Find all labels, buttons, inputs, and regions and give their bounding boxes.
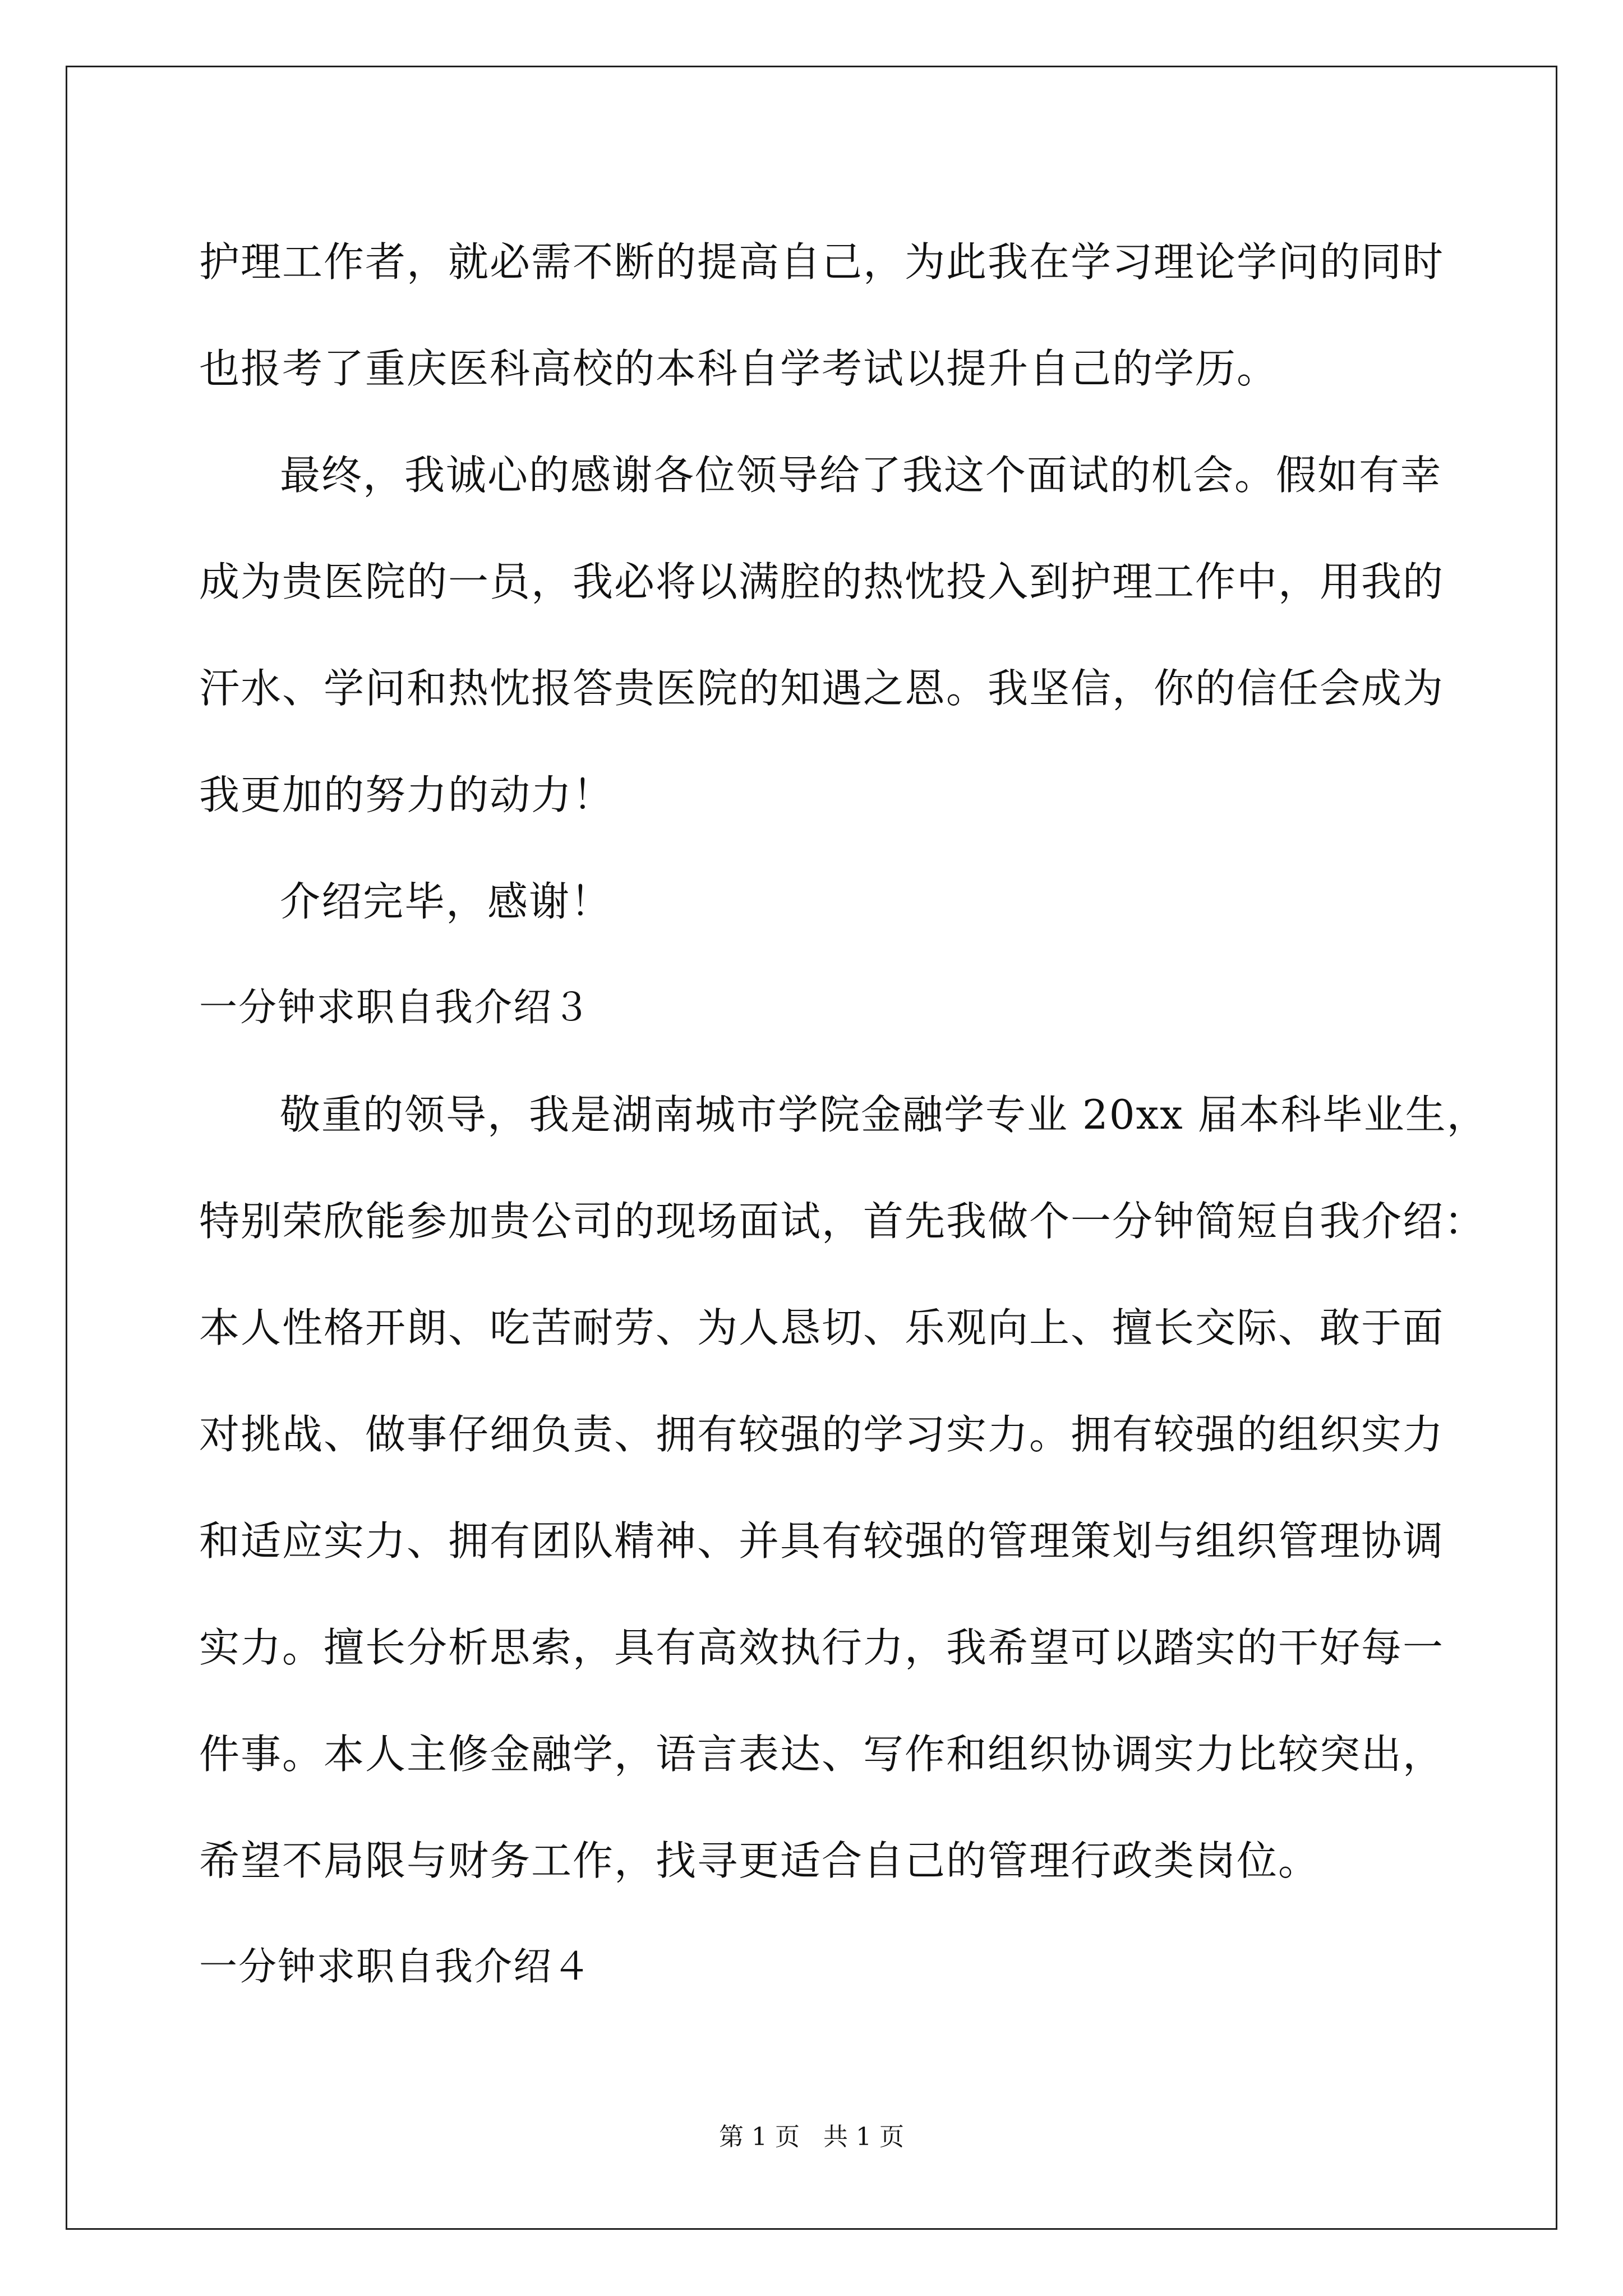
body-line: 件事。本人主修金融学，语言表达、写作和组织协调实力比较突出， (199, 1731, 1445, 1778)
body-line: 希望不局限与财务工作，找寻更适合自己的管理行政类岗位。 (199, 1837, 1320, 1884)
body-line: 介绍完毕，感谢！ (280, 878, 612, 925)
body-line: 特别荣欣能参加贵公司的现场面试，首先我做个一分钟简短自我介绍： (199, 1198, 1486, 1245)
body-line: 敬重的领导，我是湖南城市学院金融学专业 20xx 届本科毕业生， (280, 1091, 1488, 1138)
body-line: 我更加的努力的动力！ (199, 771, 615, 818)
body-line: 实力。擅长分析思索，具有高效执行力，我希望可以踏实的干好每一 (199, 1624, 1445, 1671)
body-line: 对挑战、做事仔细负责、拥有较强的学习实力。拥有较强的组织实力 (199, 1411, 1445, 1458)
body-line: 成为贵医院的一员，我必将以满腔的热忱投入到护理工作中，用我的 (199, 558, 1445, 605)
body-line: 汗水、学问和热忱报答贵医院的知遇之恩。我坚信，你的信任会成为 (199, 665, 1445, 712)
section-heading: 一分钟求职自我介绍４ (199, 1945, 592, 1989)
document-body (199, 209, 1488, 2021)
body-line: 护理工作者，就必需不断的提高自己，为此我在学习理论学问的同时 (199, 238, 1445, 286)
page-footer: 第 1 页 共 1 页 (719, 2123, 904, 2151)
body-line: 本人性格开朗、吃苦耐劳、为人恳切、乐观向上、擅长交际、敢于面 (199, 1304, 1445, 1351)
body-line: 最终，我诚心的感谢各位领导给了我这个面试的机会。假如有幸 (280, 452, 1442, 499)
section-heading: 一分钟求职自我介绍３ (199, 986, 592, 1030)
body-line: 和适应实力、拥有团队精神、并具有较强的管理策划与组织管理协调 (199, 1517, 1445, 1565)
body-line: 也报考了重庆医科高校的本科自学考试以提升自己的学历。 (199, 345, 1279, 392)
